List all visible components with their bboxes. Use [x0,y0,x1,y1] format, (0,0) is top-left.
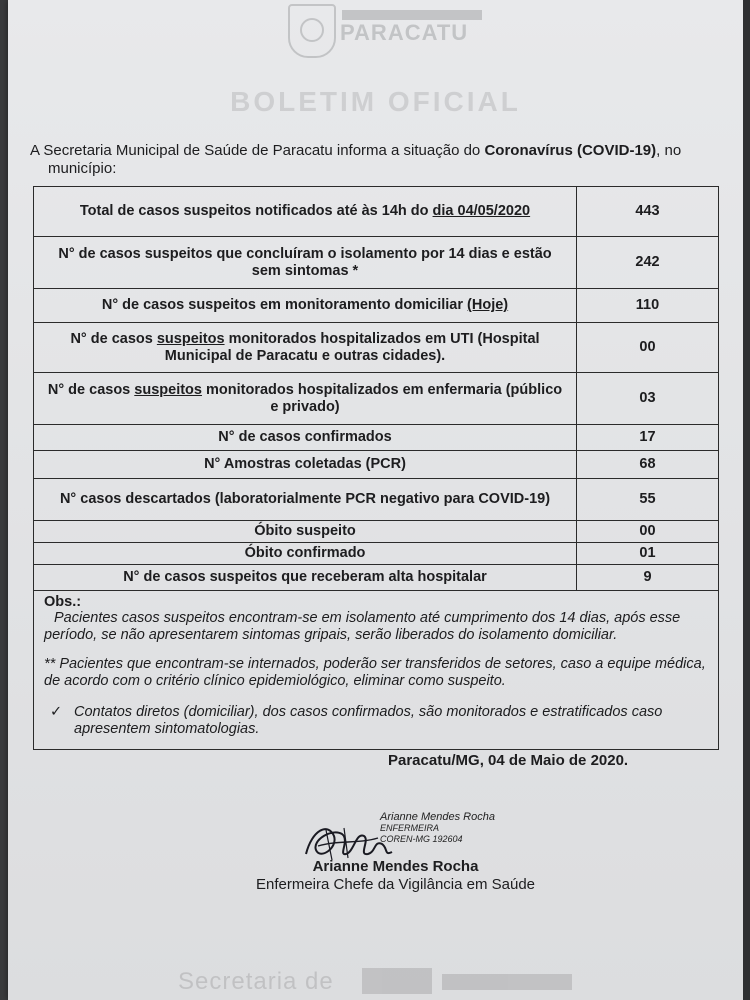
signer-name: Arianne Mendes Rocha [312,858,479,875]
row-label: Óbito confirmado [34,543,577,565]
municipality-logo [280,2,495,58]
row-value: 242 [577,237,719,289]
table-row [34,565,719,591]
table-row [34,289,719,323]
intro-line2: município: [48,160,117,177]
stamp-coren: COREN-MG 192604 [380,834,463,844]
row-value: 00 [577,521,719,543]
obs-paragraph-3 [50,704,714,738]
table-row [34,543,719,565]
table-row [34,373,719,425]
background-edge [743,0,750,1000]
row-label: N° casos descartados (laboratorialmente PCR negativo para COVID-19) [34,479,577,521]
row-label: Total de casos suspeitos notificados até às 14h do dia 04/05/2020 [34,187,577,237]
row-value: 03 [577,373,719,425]
table-row [34,187,719,237]
table-row [34,451,719,479]
intro-text-end: , no [656,142,682,159]
row-label: N° de casos suspeitos em monitoramento domiciliar (Hoje) [34,289,577,323]
intro-paragraph [30,142,720,178]
row-value: 443 [577,187,719,237]
row-label: N° de casos suspeitos que concluíram o isolamento por 14 dias e estão sem sintomas * [34,237,577,289]
row-value: 55 [577,479,719,521]
row-label: N° de casos confirmados [34,425,577,451]
row-label: N° Amostras coletadas (PCR) [34,451,577,479]
table-row [34,237,719,289]
row-label: N° de casos suspeitos monitorados hospitalizados em UTI (Hospital Municipal de Paracatu e outras cidades). [34,323,577,373]
document-title: BOLETIM OFICIAL [230,86,521,117]
bulletin-table [33,186,719,591]
logo-text: PARACATU [340,20,469,45]
row-value: 00 [577,323,719,373]
logo-bar [342,10,482,20]
stamp-role: ENFERMEIRA [380,823,440,833]
observations-box [33,590,719,750]
table-row [34,521,719,543]
signer-role: Enfermeira Chefe da Vigilância em Saúde [255,876,536,893]
row-value: 110 [577,289,719,323]
row-value: 68 [577,451,719,479]
row-label: N° de casos suspeitos monitorados hospitalizados em enfermaria (público e privado) [34,373,577,425]
obs-title: Obs.: [44,594,82,610]
table-row [34,479,719,521]
obs-paragraph-2: ** Pacientes que encontram-se internados, poderão ser transferidos de setores, caso a equipe médica, de acordo com o critério clínico epidemiológico, eliminar como suspeito. [44,656,706,689]
row-label: N° de casos suspeitos que receberam alta hospitalar [34,565,577,591]
footer-watermark: Secretaria de [178,968,334,995]
signature-stamp [380,812,510,845]
date-line: Paracatu/MG, 04 de Maio de 2020. [388,752,629,769]
row-value: 9 [577,565,719,591]
table-row [34,425,719,451]
intro-text: A Secretaria Municipal de Saúde de Paracatu informa a situação do [30,142,485,159]
intro-bold: Coronavírus (COVID-19) [484,142,657,159]
obs-paragraph-3-text: Contatos diretos (domiciliar), dos casos confirmados, são monitorados e estratificados caso apresentem sintomatologias. [74,704,663,737]
stamp-name: Arianne Mendes Rocha [380,811,495,823]
table-row [34,323,719,373]
document-page [8,0,743,1000]
footer-logo [362,964,582,998]
coat-of-arms-icon [288,4,336,58]
row-value: 17 [577,425,719,451]
row-label: Óbito suspeito [34,521,577,543]
obs-paragraph-1: Pacientes casos suspeitos encontram-se em isolamento até cumprimento dos 14 dias, após esse período, se não apresentarem sintomas gripais, serão liberados do isolamento domiciliar. [44,610,681,643]
row-value: 01 [577,543,719,565]
checkmark-icon: ✓ [50,704,63,720]
